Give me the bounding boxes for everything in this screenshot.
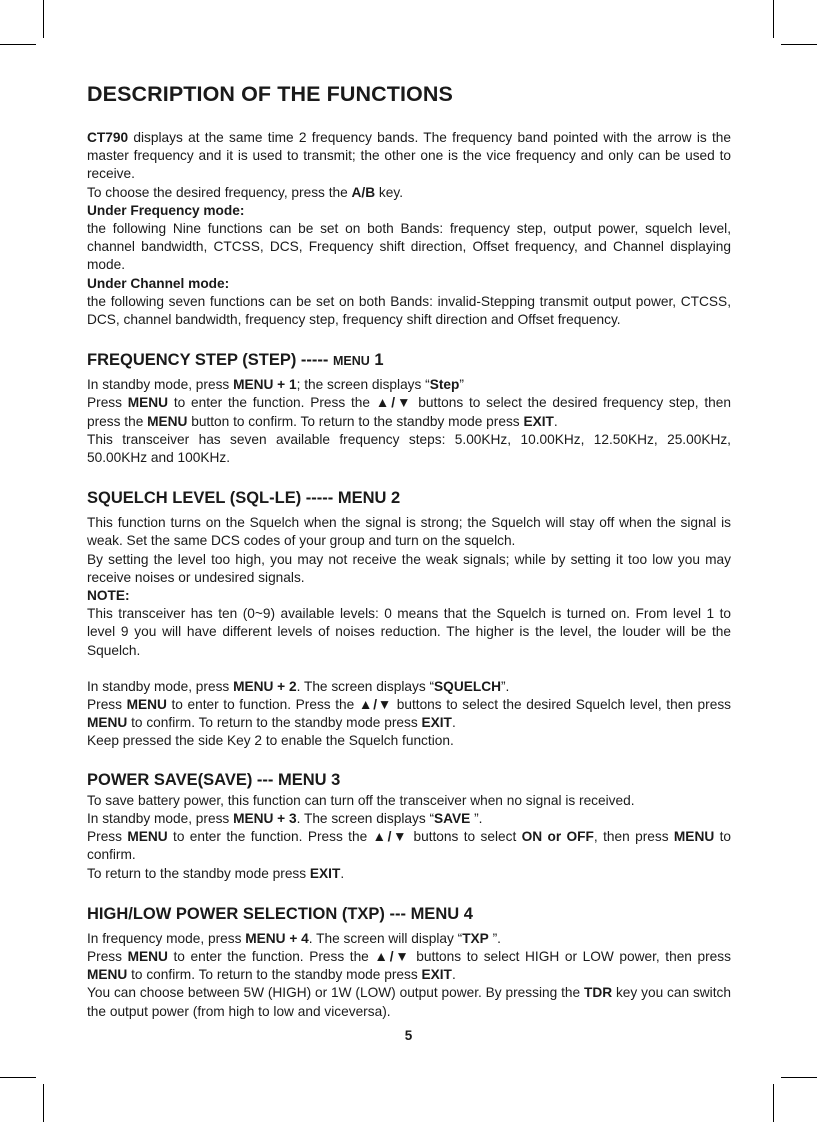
up-down-arrows-icon: ▲/▼ (375, 395, 413, 411)
save-section (87, 771, 731, 883)
crop-mark-top-left-v (43, 0, 44, 38)
squelch-note-text: This transceiver has ten (0~9) available levels: 0 means that the Squelch is turned on. From level 1 to level 9 you will have different levels of noises reduction. The higher is the level, the louder will be the Squelch. (87, 606, 731, 658)
up-down-arrows-icon: ▲/▼ (374, 948, 411, 964)
intro-section (87, 129, 731, 329)
manual-page (87, 82, 731, 1021)
save-line-3: To return to the standby mode press EXIT. (87, 865, 345, 881)
ab-key-paragraph: To choose the desired frequency, press the A/B key. (87, 184, 403, 200)
page-number: 5 (404, 1028, 413, 1043)
save-line-2: Press MENU to enter the function. Press the ▲/▼ buttons to select ON or OFF, then press MENU to confirm. (87, 829, 731, 863)
chan-mode-heading: Under Channel mode: (87, 275, 230, 291)
freq-mode-heading: Under Frequency mode: (87, 202, 245, 218)
squelch-line-3: Keep pressed the side Key 2 to enable the Squelch function. (87, 733, 454, 749)
save-line-0: To save battery power, this function can turn off the transceiver when no signal is received. (87, 792, 635, 808)
crop-mark-top-right-h (781, 44, 817, 45)
model-name: CT790 (87, 130, 129, 145)
txp-section (87, 905, 731, 1021)
crop-mark-bottom-right-h (781, 1077, 817, 1078)
txp-line-2: Press MENU to enter the function. Press the ▲/▼ buttons to select HIGH or LOW power, then press MENU to confirm. To return to the standby mode press EXIT. (87, 948, 731, 983)
step-section-title: FREQUENCY STEP (STEP) ----- MENU 1 (87, 351, 384, 370)
step-line-3: This transceiver has seven available frequency steps: 5.00KHz, 10.00KHz, 12.50KHz, 25.00KHz, 50.00KHz and 100KHz. (87, 431, 731, 466)
page-title: DESCRIPTION OF THE FUNCTIONS (87, 82, 453, 106)
step-line-2: Press MENU to enter the function. Press the ▲/▼ buttons to select the desired frequency step, then press the MENU button to confirm. To return to the standby mode press EXIT. (87, 395, 731, 429)
save-section-title: POWER SAVE(SAVE) --- MENU 3 (87, 770, 341, 789)
crop-mark-bottom-left-h (0, 1077, 36, 1078)
step-section (87, 351, 731, 467)
save-line-1: In standby mode, press MENU + 3. The screen displays “SAVE ”. (87, 810, 483, 826)
crop-mark-bottom-left-v (43, 1084, 44, 1122)
txp-line-3: You can choose between 5W (HIGH) or 1W (LOW) output power. By pressing the TDR key you can switch the output power (from high to low and viceversa). (87, 985, 731, 1019)
chan-mode-text: the following seven functions can be set on both Bands: invalid-Stepping transmit output power, CTCSS, DCS, channel bandwidth, frequency step, frequency shift direction and Offset frequency. (87, 293, 731, 328)
squelch-section-title: SQUELCH LEVEL (SQL-LE) ----- MENU 2 (87, 489, 401, 508)
squelch-line-2: Press MENU to enter to function. Press the ▲/▼ buttons to select the desired Squelch level, then press MENU to confirm. To return to the standby mode press EXIT. (87, 697, 732, 731)
crop-mark-top-right-v (773, 0, 774, 38)
intro-paragraph: CT790 displays at the same time 2 frequency bands. The frequency band pointed with the arrow is the master frequency and it is used to transmit; the other one is the vice frequency and only can be used to receive. (87, 130, 731, 182)
freq-mode-text: the following Nine functions can be set on both Bands: frequency step, output power, squelch level, channel bandwidth, CTCSS, DCS, Frequency shift direction, Offset frequency, and Channel displaying mode. (87, 221, 731, 273)
step-line-1: In standby mode, press MENU + 1; the screen displays “Step” (87, 377, 464, 393)
squelch-paragraph-1: This function turns on the Squelch when the signal is strong; the Squelch will stay off when the signal is weak. Set the same DCS codes of your group and turn on the squelch. (87, 515, 731, 549)
squelch-paragraph-2: By setting the level too high, you may not receive the weak signals; while by setting it too low you may receive noises or undesired signals. (87, 551, 731, 585)
txp-section-title: HIGH/LOW POWER SELECTION (TXP) --- MENU 4 (87, 904, 473, 923)
ab-key: A/B (351, 184, 376, 200)
crop-mark-top-left-h (0, 44, 36, 45)
txp-line-1: In frequency mode, press MENU + 4. The screen will display “TXP ”. (87, 930, 501, 946)
up-down-arrows-icon: ▲/▼ (358, 697, 393, 713)
squelch-note-heading: NOTE: (87, 588, 130, 604)
squelch-line-1: In standby mode, press MENU + 2. The screen displays “SQUELCH”. (87, 678, 510, 694)
squelch-section (87, 489, 731, 750)
crop-mark-bottom-right-v (773, 1084, 774, 1122)
up-down-arrows-icon: ▲/▼ (372, 829, 409, 845)
